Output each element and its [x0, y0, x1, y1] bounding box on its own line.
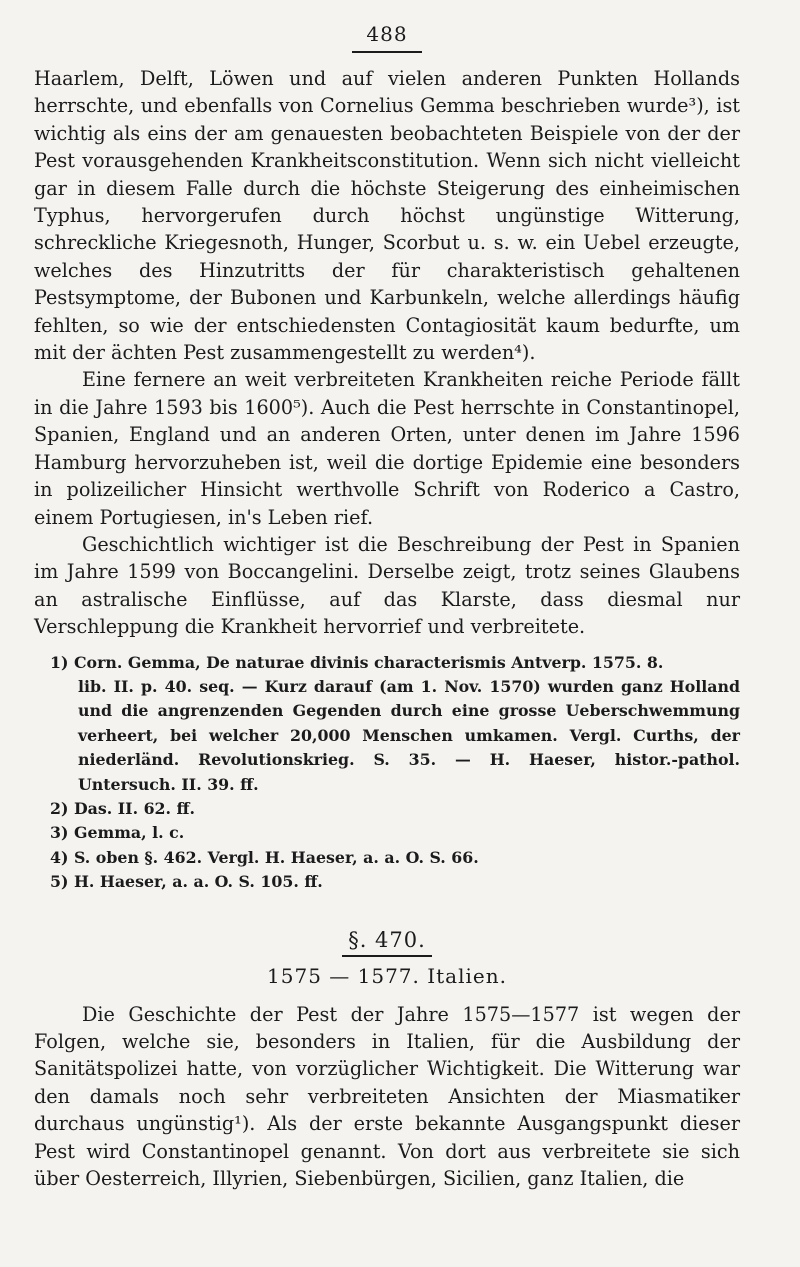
- section-paragraph: Die Geschichte der Pest der Jahre 1575—1577 ist wegen der Folgen, welche sie, besonders in Italien, für die Ausbildung der Sanitätspolizei hatte, von vorzüglicher Wichtigkeit. Die Witterung war den damals noch sehr verbreiteten Ansichten der Miasmatiker durchaus ungünstig¹). Als der erste bekannte Ausgangspunkt dieser Pest wird Constantinopel genannt. Von dort aus verbreitete sie sich über Oesterreich, Illyrien, Siebenbürgen, Sicilien, ganz Italien, die: [34, 1002, 740, 1191]
- footnote-3: 3) Gemma, l. c.: [50, 823, 185, 843]
- book-page: [34, 22, 740, 1192]
- footnote-4: 4) S. oben §. 462. Vergl. H. Haeser, a. a. O. S. 66.: [50, 847, 479, 867]
- section-title: 1575 — 1577. Italien.: [267, 963, 507, 988]
- body-paragraph-1: Haarlem, Delft, Löwen und auf vielen anderen Punkten Hollands herrschte, und ebenfalls von Cornelius Gemma beschrieben wurde³), ist wichtig als eins der am genauesten beobachteten Beispiele von der der Pest vorausgehenden Krankheitsconstitution. Wenn sich nicht vielleicht gar in diesem Falle durch die höchste Steigerung des einheimischen Typhus, hervorgerufen durch höchst ungünstige Witterung, schreckliche Kriegesnoth, Hunger, Scorbut u. s. w. ein Uebel erzeugte, welches des Hinzutritts der für charakteristisch gehaltenen Pestsymptome, der Bubonen und Karbunkeln, welche allerdings häufig fehlten, so wie der entschiedensten Contagiosität kaum bedurfte, um mit der ächten Pest zusammengestellt zu werden⁴).: [34, 67, 740, 365]
- section-rule: [342, 955, 432, 957]
- footnote-1-continuation: lib. II. p. 40. seq. — Kurz darauf (am 1. Nov. 1570) wurden ganz Holland und die angrenzenden Gegenden durch eine grosse Ueberschwemmung verheert, bei welcher 20,000 Menschen umkamen. Vergl. Curths, der niederländ. Revolutionskrieg. S. 35. — H. Haeser, histor.-pathol. Untersuch. II. 39. ff.: [78, 676, 740, 794]
- footnotes: [34, 651, 740, 895]
- footnote-2: 2) Das. II. 62. ff.: [50, 798, 196, 818]
- footnote-5: 5) H. Haeser, a. a. O. S. 105. ff.: [50, 872, 323, 892]
- body-paragraph-2: Eine fernere an weit verbreiteten Krankheiten reiche Periode fällt in die Jahre 1593 bis 1600⁵). Auch die Pest herrschte in Constantinopel, Spanien, England und an anderen Orten, unter denen im Jahre 1596 Hamburg hervorzuheben ist, weil die dortige Epidemie eine besonders in polizeilicher Hinsicht werthvolle Schrift von Roderico a Castro, einem Portugiesen, in's Leben rief.: [34, 368, 740, 529]
- body-paragraph-3: Geschichtlich wichtiger ist die Beschreibung der Pest in Spanien im Jahre 1599 von Boccangelini. Derselbe zeigt, trotz seines Glaubens an astralische Einflüsse, auf das Klarste, dass diesmal nur Verschleppung die Krankheit hervorrief und verbreitete.: [34, 532, 740, 639]
- page-number-rule: [352, 51, 422, 53]
- page-number: 488: [366, 22, 408, 46]
- footnote-1-first-line: 1) Corn. Gemma, De naturae divinis characterismis Antverp. 1575. 8.: [50, 652, 664, 672]
- footnote-1: [50, 651, 740, 797]
- section-number: §. 470.: [348, 927, 426, 952]
